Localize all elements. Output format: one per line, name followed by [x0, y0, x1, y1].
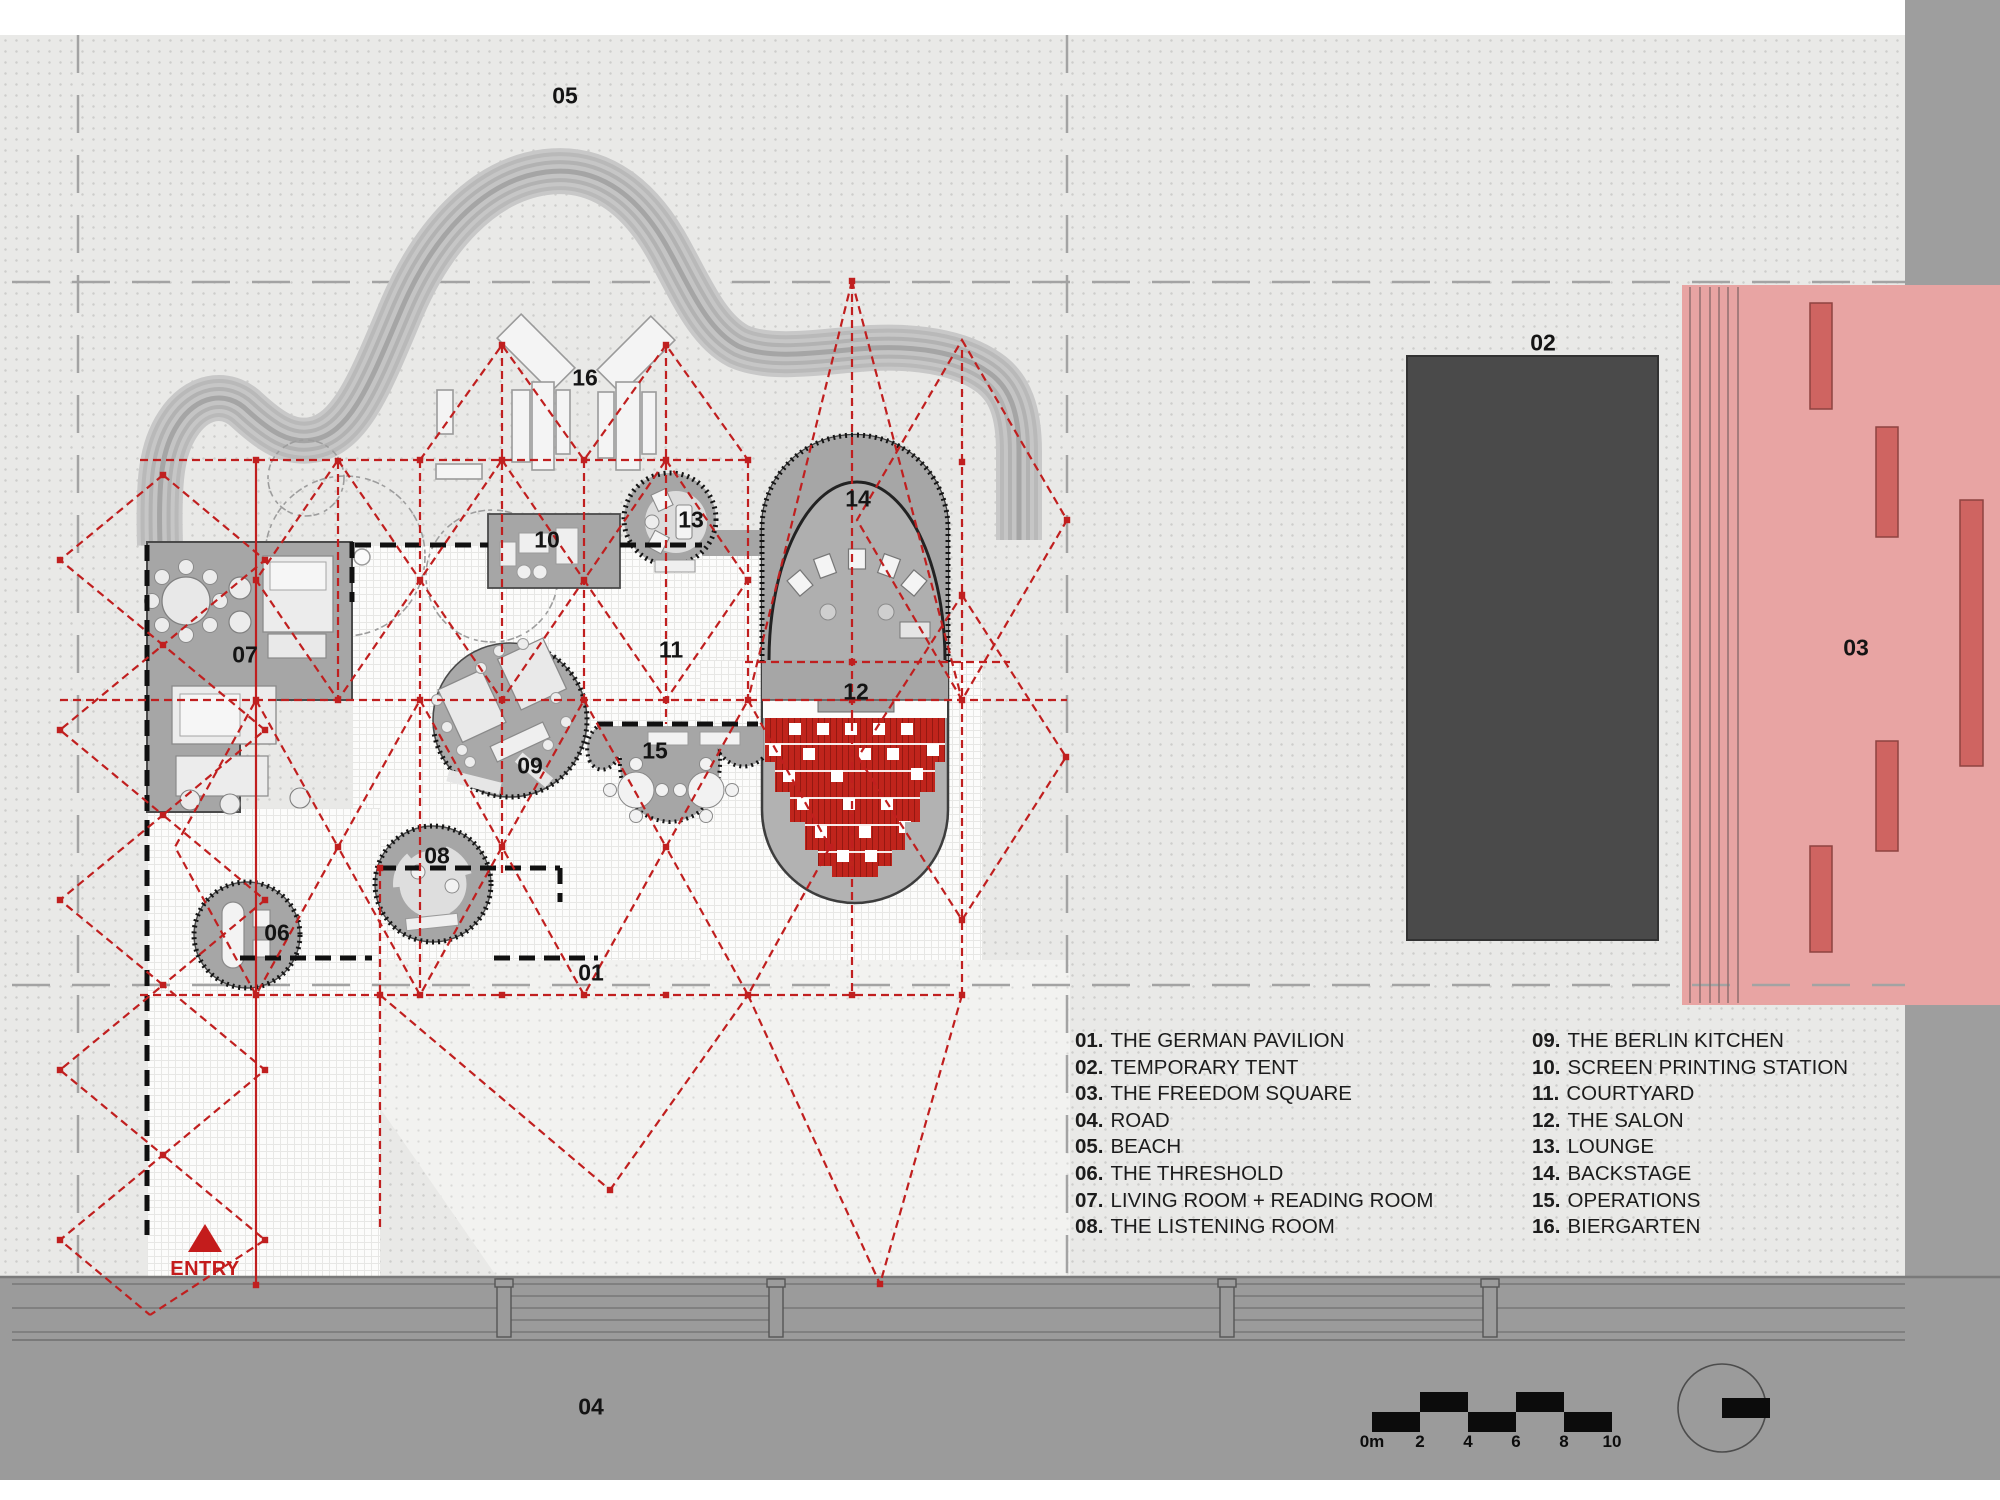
legend-column-1 [1075, 1028, 1535, 1241]
scale-label-10: 10 [1602, 1432, 1622, 1451]
plan-label-05: 05 [552, 82, 578, 109]
legend-item: 04. ROAD [1075, 1108, 1170, 1132]
legend-column-2 [1532, 1028, 1992, 1241]
plan-label-13: 13 [678, 506, 704, 533]
legend-item: 07. LIVING ROOM + READING ROOM [1075, 1188, 1434, 1212]
legend-item: 06. THE THRESHOLD [1075, 1161, 1284, 1185]
legend-item: 03. THE FREEDOM SQUARE [1075, 1082, 1352, 1106]
plan-label-02: 02 [1530, 329, 1556, 356]
legend-item: 08. THE LISTENING ROOM [1075, 1215, 1335, 1239]
legend-item: 15. OPERATIONS [1532, 1188, 1701, 1212]
plan-label-04: 04 [578, 1393, 604, 1420]
scale-label-2: 2 [1415, 1432, 1425, 1451]
plan-label-03: 03 [1843, 634, 1869, 661]
scale-label-0m: 0m [1359, 1432, 1385, 1451]
scale-label-6: 6 [1511, 1432, 1521, 1451]
legend-item: 12. THE SALON [1532, 1108, 1684, 1132]
legend-item: 09. THE BERLIN KITCHEN [1532, 1029, 1784, 1052]
plan-label-12: 12 [843, 678, 869, 705]
legend-item: 16. BIERGARTEN [1532, 1215, 1701, 1239]
scale-label-4: 4 [1463, 1432, 1473, 1451]
legend-item: 02. TEMPORARY TENT [1075, 1055, 1299, 1079]
plan-label-10: 10 [534, 526, 560, 553]
plan-label-15: 15 [642, 737, 668, 764]
legend-item: 05. BEACH [1075, 1135, 1182, 1159]
legend-item: 14. BACKSTAGE [1532, 1161, 1692, 1185]
plan-label-08: 08 [424, 842, 450, 869]
plan-label-11: 11 [658, 636, 684, 663]
plan-label-07: 07 [232, 641, 258, 668]
plan-label-16: 16 [572, 364, 598, 391]
entry-label: ENTRY [170, 1258, 240, 1280]
scale-label-8: 8 [1559, 1432, 1569, 1451]
plan-label-09: 09 [517, 752, 543, 779]
plan-label-06: 06 [264, 919, 290, 946]
legend-item: 10. SCREEN PRINTING STATION [1532, 1055, 1849, 1079]
legend-item: 11. COURTYARD [1532, 1082, 1695, 1106]
legend-item: 13. LOUNGE [1532, 1135, 1655, 1159]
plan-label-14: 14 [845, 485, 871, 512]
legend-item: 01. THE GERMAN PAVILION [1075, 1029, 1345, 1052]
plan-label-01: 01 [578, 959, 604, 986]
